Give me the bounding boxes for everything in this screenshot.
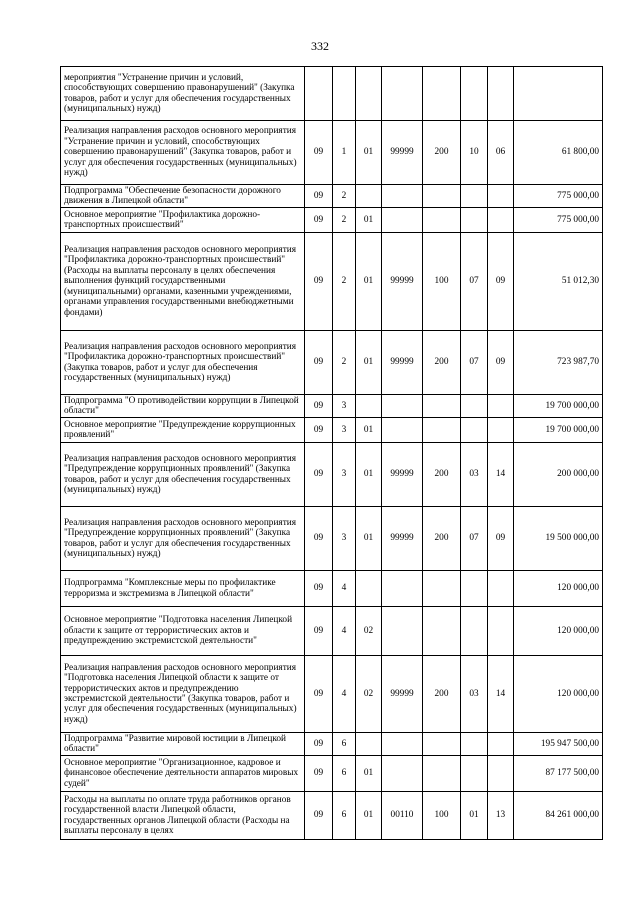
row-name: Реализация направления расходов основного мероприятия "Профилактика дорожно-транспортных происшествий" (Расходы на выплаты персоналу в целях обеспечения выполнения функций государственными (муниципальными) органами, казенными учреждениями, органами управления государственными внебюджетными фондами): [61, 233, 305, 331]
table-row: [61, 443, 603, 507]
pp-code: 4: [333, 571, 356, 607]
table-row: [61, 67, 603, 121]
table-row: [61, 121, 603, 185]
pp-code: 1: [333, 121, 356, 185]
table-row: [61, 331, 603, 395]
row-name: Реализация направления расходов основного мероприятия "Предупреждение коррупционных проявлений" (Закупка товаров, работ и услуг для обеспечения государственных (муниципальных) нужд): [61, 443, 305, 507]
om-code: [356, 395, 382, 418]
amount: 775 000,00: [514, 185, 603, 208]
section-code: [461, 67, 488, 121]
gp-code: 09: [305, 607, 333, 656]
direction-code: [382, 418, 423, 443]
direction-code: 99999: [382, 121, 423, 185]
om-code: 02: [356, 656, 382, 733]
gp-code: 09: [305, 443, 333, 507]
direction-code: [382, 733, 423, 756]
row-name: Подпрограмма "Развитие мировой юстиции в Липецкой области": [61, 733, 305, 756]
row-name: Расходы на выплаты по оплате труда работников органов государственной власти Липецкой области, государственных органов Липецкой области (Расходы на выплаты персоналу в целях: [61, 792, 305, 840]
direction-code: [382, 395, 423, 418]
direction-code: 99999: [382, 443, 423, 507]
om-code: 01: [356, 233, 382, 331]
section-code: [461, 571, 488, 607]
subsection-code: 09: [488, 507, 514, 571]
subsection-code: 14: [488, 656, 514, 733]
expense-type-code: [423, 756, 461, 792]
table-row: [61, 418, 603, 443]
subsection-code: 14: [488, 443, 514, 507]
row-name: Основное мероприятие "Профилактика дорожно-транспортных происшествий": [61, 208, 305, 233]
pp-code: 4: [333, 607, 356, 656]
om-code: 01: [356, 418, 382, 443]
gp-code: 09: [305, 792, 333, 840]
direction-code: [382, 756, 423, 792]
direction-code: 99999: [382, 331, 423, 395]
gp-code: 09: [305, 208, 333, 233]
direction-code: [382, 571, 423, 607]
row-name: Основное мероприятие "Предупреждение коррупционных проявлений": [61, 418, 305, 443]
pp-code: 3: [333, 443, 356, 507]
om-code: [356, 67, 382, 121]
direction-code: 00110: [382, 792, 423, 840]
pp-code: 3: [333, 507, 356, 571]
gp-code: [305, 67, 333, 121]
section-code: [461, 208, 488, 233]
table-row: [61, 571, 603, 607]
gp-code: 09: [305, 571, 333, 607]
amount: 195 947 500,00: [514, 733, 603, 756]
amount: 61 800,00: [514, 121, 603, 185]
table-row: [61, 792, 603, 840]
table-row: [61, 656, 603, 733]
amount: 120 000,00: [514, 571, 603, 607]
gp-code: 09: [305, 185, 333, 208]
amount: 723 987,70: [514, 331, 603, 395]
section-code: 10: [461, 121, 488, 185]
section-code: [461, 395, 488, 418]
subsection-code: [488, 756, 514, 792]
direction-code: [382, 67, 423, 121]
section-code: [461, 185, 488, 208]
expense-type-code: 200: [423, 656, 461, 733]
pp-code: 2: [333, 208, 356, 233]
row-name: Реализация направления расходов основного мероприятия "Предупреждение коррупционных проявлений" (Закупка товаров, работ и услуг для обеспечения государственных (муниципальных) нужд): [61, 507, 305, 571]
subsection-code: [488, 418, 514, 443]
section-code: [461, 756, 488, 792]
expense-type-code: [423, 185, 461, 208]
amount: 775 000,00: [514, 208, 603, 233]
amount: 19 700 000,00: [514, 418, 603, 443]
om-code: 01: [356, 792, 382, 840]
expense-type-code: [423, 395, 461, 418]
section-code: 01: [461, 792, 488, 840]
direction-code: [382, 208, 423, 233]
expense-type-code: [423, 571, 461, 607]
direction-code: 99999: [382, 233, 423, 331]
table-row: [61, 507, 603, 571]
subsection-code: 09: [488, 233, 514, 331]
amount: 120 000,00: [514, 656, 603, 733]
row-name: мероприятия "Устранение причин и условий, способствующих совершению правонарушений" (Закупка товаров, работ и услуг для обеспечения государственных (муниципальных) нужд): [61, 67, 305, 121]
amount: 120 000,00: [514, 607, 603, 656]
gp-code: 09: [305, 331, 333, 395]
direction-code: 99999: [382, 656, 423, 733]
amount: [514, 67, 603, 121]
table-row: [61, 185, 603, 208]
section-code: [461, 607, 488, 656]
gp-code: 09: [305, 507, 333, 571]
table-row: [61, 233, 603, 331]
pp-code: 2: [333, 185, 356, 208]
subsection-code: [488, 733, 514, 756]
subsection-code: [488, 208, 514, 233]
row-name: Реализация направления расходов основного мероприятия "Профилактика дорожно-транспортных происшествий" (Закупка товаров, работ и услуг для обеспечения государственных (муниципальных) нужд): [61, 331, 305, 395]
om-code: 01: [356, 208, 382, 233]
budget-table: [60, 66, 603, 840]
pp-code: 6: [333, 792, 356, 840]
expense-type-code: 200: [423, 443, 461, 507]
gp-code: 09: [305, 756, 333, 792]
table-row: [61, 607, 603, 656]
row-name: Основное мероприятие "Организационное, кадровое и финансовое обеспечение деятельности аппаратов мировых судей": [61, 756, 305, 792]
om-code: [356, 185, 382, 208]
om-code: 02: [356, 607, 382, 656]
table-row: [61, 395, 603, 418]
expense-type-code: 200: [423, 121, 461, 185]
om-code: 01: [356, 507, 382, 571]
section-code: 07: [461, 507, 488, 571]
gp-code: 09: [305, 121, 333, 185]
row-name: Подпрограмма "О противодействии коррупции в Липецкой области": [61, 395, 305, 418]
om-code: [356, 733, 382, 756]
amount: 87 177 500,00: [514, 756, 603, 792]
subsection-code: [488, 395, 514, 418]
subsection-code: 06: [488, 121, 514, 185]
expense-type-code: 100: [423, 233, 461, 331]
expense-type-code: 100: [423, 792, 461, 840]
section-code: [461, 418, 488, 443]
amount: 84 261 000,00: [514, 792, 603, 840]
subsection-code: [488, 571, 514, 607]
amount: 19 700 000,00: [514, 395, 603, 418]
om-code: 01: [356, 121, 382, 185]
expense-type-code: [423, 418, 461, 443]
direction-code: [382, 607, 423, 656]
amount: 200 000,00: [514, 443, 603, 507]
gp-code: 09: [305, 395, 333, 418]
pp-code: 4: [333, 656, 356, 733]
subsection-code: [488, 607, 514, 656]
page-number: 332: [311, 39, 329, 53]
pp-code: 2: [333, 331, 356, 395]
pp-code: 3: [333, 418, 356, 443]
pp-code: 6: [333, 756, 356, 792]
table-row: [61, 208, 603, 233]
gp-code: 09: [305, 418, 333, 443]
pp-code: 6: [333, 733, 356, 756]
gp-code: 09: [305, 656, 333, 733]
row-name: Подпрограмма "Обеспечение безопасности дорожного движения в Липецкой области": [61, 185, 305, 208]
section-code: 03: [461, 656, 488, 733]
gp-code: 09: [305, 733, 333, 756]
expense-type-code: [423, 733, 461, 756]
pp-code: 2: [333, 233, 356, 331]
subsection-code: 09: [488, 331, 514, 395]
amount: 19 500 000,00: [514, 507, 603, 571]
direction-code: 99999: [382, 507, 423, 571]
om-code: 01: [356, 443, 382, 507]
section-code: 07: [461, 233, 488, 331]
om-code: 01: [356, 331, 382, 395]
expense-type-code: [423, 208, 461, 233]
subsection-code: [488, 185, 514, 208]
om-code: [356, 571, 382, 607]
pp-code: 3: [333, 395, 356, 418]
expense-type-code: 200: [423, 507, 461, 571]
row-name: Подпрограмма "Комплексные меры по профилактике терроризма и экстремизма в Липецкой области": [61, 571, 305, 607]
section-code: 03: [461, 443, 488, 507]
gp-code: 09: [305, 233, 333, 331]
subsection-code: 13: [488, 792, 514, 840]
row-name: Реализация направления расходов основного мероприятия "Устранение причин и условий, способствующих совершению правонарушений" (Закупка товаров, работ и услуг для обеспечения государственных (муниципальных) нужд): [61, 121, 305, 185]
expense-type-code: [423, 67, 461, 121]
direction-code: [382, 185, 423, 208]
section-code: 07: [461, 331, 488, 395]
section-code: [461, 733, 488, 756]
table-row: [61, 756, 603, 792]
row-name: Реализация направления расходов основного мероприятия "Подготовка населения Липецкой области к защите от террористических актов и предупреждению экстремистской деятельности" (Закупка товаров, работ и услуг для обеспечения государственных (муниципальных) нужд): [61, 656, 305, 733]
om-code: 01: [356, 756, 382, 792]
pp-code: [333, 67, 356, 121]
amount: 51 012,30: [514, 233, 603, 331]
expense-type-code: 200: [423, 331, 461, 395]
expense-type-code: [423, 607, 461, 656]
subsection-code: [488, 67, 514, 121]
row-name: Основное мероприятие "Подготовка населения Липецкой области к защите от террористических актов и предупреждению экстремистской деятельности": [61, 607, 305, 656]
table-row: [61, 733, 603, 756]
